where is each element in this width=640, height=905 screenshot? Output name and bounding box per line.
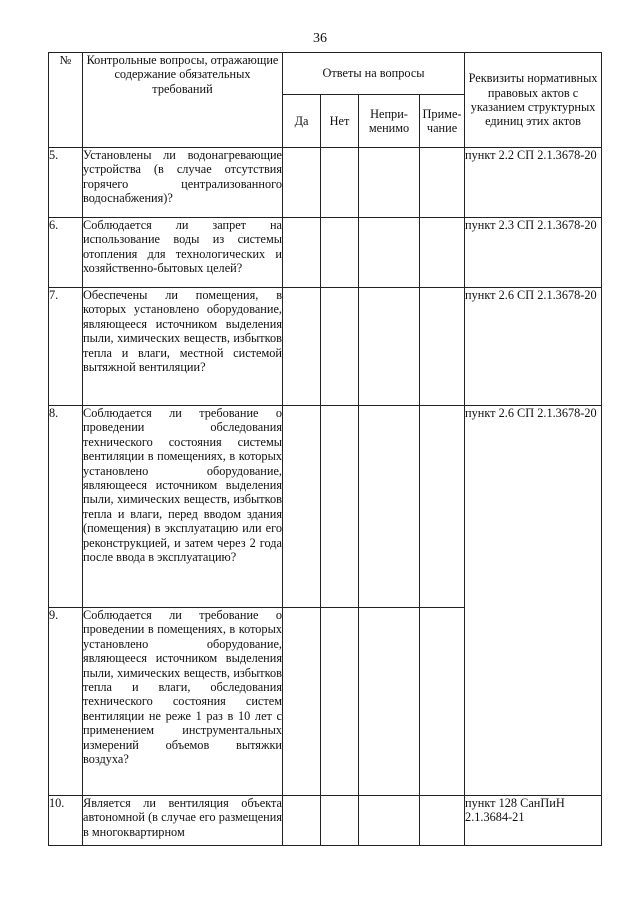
row-number: 6. <box>49 218 83 288</box>
header-number: № <box>49 53 83 148</box>
answer-not-applicable-cell[interactable] <box>359 148 420 218</box>
answer-yes-cell[interactable] <box>283 796 321 846</box>
answer-yes-cell[interactable] <box>283 608 321 796</box>
row-requisite: пункт 128 СанПиН 2.1.3684-21 <box>465 796 602 846</box>
header-answers: Ответы на вопросы <box>283 53 465 95</box>
row-question: Является ли вентиляция объекта автономной (в случае его размещения в многоквартирном <box>83 796 283 846</box>
answer-not-applicable-cell[interactable] <box>359 608 420 796</box>
table-row <box>49 288 602 406</box>
table-row <box>49 406 602 608</box>
answer-note-cell[interactable] <box>420 288 465 406</box>
table-row <box>49 218 602 288</box>
header-no: Нет <box>321 95 359 148</box>
header-note: Приме-чание <box>420 95 465 148</box>
answer-not-applicable-cell[interactable] <box>359 218 420 288</box>
header-question: Контрольные вопросы, отражающие содержание обязательных требований <box>83 53 283 148</box>
answer-no-cell[interactable] <box>321 608 359 796</box>
header-not-applicable: Непри-менимо <box>359 95 420 148</box>
answer-not-applicable-cell[interactable] <box>359 796 420 846</box>
row-requisite: пункт 2.2 СП 2.1.3678-20 <box>465 148 602 218</box>
answer-not-applicable-cell[interactable] <box>359 288 420 406</box>
answer-no-cell[interactable] <box>321 218 359 288</box>
row-requisite: пункт 2.6 СП 2.1.3678-20 <box>465 406 602 796</box>
answer-yes-cell[interactable] <box>283 406 321 608</box>
answer-not-applicable-cell[interactable] <box>359 406 420 608</box>
header-requisites: Реквизиты нормативных правовых актов с указанием структурных единиц этих актов <box>465 53 602 148</box>
answer-yes-cell[interactable] <box>283 218 321 288</box>
row-number: 7. <box>49 288 83 406</box>
answer-note-cell[interactable] <box>420 796 465 846</box>
answer-note-cell[interactable] <box>420 218 465 288</box>
answer-yes-cell[interactable] <box>283 148 321 218</box>
row-question: Обеспечены ли помещения, в которых установлено оборудование, являющееся источником выделения пыли, химических веществ, избытков тепла и влаги, местной системой вытяжной вентиляции? <box>83 288 283 406</box>
answer-note-cell[interactable] <box>420 148 465 218</box>
answer-note-cell[interactable] <box>420 406 465 608</box>
row-number: 8. <box>49 406 83 608</box>
checklist-table <box>48 52 602 846</box>
row-question: Соблюдается ли запрет на использование воды из системы отопления для технологических и хозяйственно-бытовых целей? <box>83 218 283 288</box>
answer-no-cell[interactable] <box>321 148 359 218</box>
row-requisite: пункт 2.6 СП 2.1.3678-20 <box>465 288 602 406</box>
page-number: 36 <box>313 31 327 46</box>
answer-no-cell[interactable] <box>321 288 359 406</box>
row-number: 10. <box>49 796 83 846</box>
header-yes: Да <box>283 95 321 148</box>
row-number: 5. <box>49 148 83 218</box>
table-row <box>49 148 602 218</box>
answer-no-cell[interactable] <box>321 406 359 608</box>
row-question: Соблюдается ли требование о проведении обследования технического состояния системы вентиляции в помещениях, в которых установлено оборудование, являющееся источником выделения пыли, химических веществ, избытков тепла и влаги, перед вводом здания (помещения) в эксплуатацию или его реконструкцией, и затем через 2 года после ввода в эксплуатацию? <box>83 406 283 608</box>
row-question: Соблюдается ли требование о проведении в помещениях, в которых установлено оборудование, являющееся источником выделения пыли, химических веществ, избытков тепла и влаги, обследования технического состояния систем вентиляции не реже 1 раз в 10 лет с применением инструментальных измерений объемов вытяжки воздуха? <box>83 608 283 796</box>
table-row <box>49 796 602 846</box>
answer-yes-cell[interactable] <box>283 288 321 406</box>
row-number: 9. <box>49 608 83 796</box>
row-question: Установлены ли водонагревающие устройства (в случае отсутствия горячего централизованного водоснабжения)? <box>83 148 283 218</box>
row-requisite: пункт 2.3 СП 2.1.3678-20 <box>465 218 602 288</box>
answer-note-cell[interactable] <box>420 608 465 796</box>
answer-no-cell[interactable] <box>321 796 359 846</box>
